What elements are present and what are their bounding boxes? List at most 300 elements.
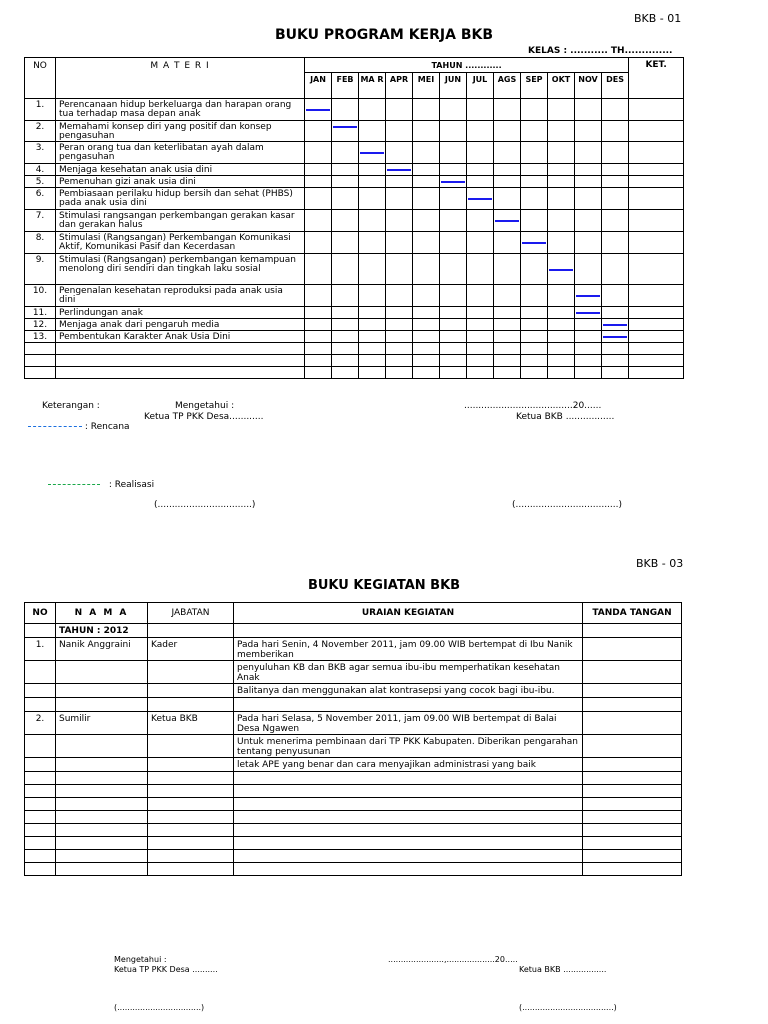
date2-line: ......................,...................20.....	[388, 955, 518, 964]
month-cell	[602, 142, 629, 164]
date-line: ......................................20......	[464, 401, 602, 411]
keterangan-label: Keterangan :	[42, 401, 100, 411]
program-row	[25, 331, 684, 343]
month-cell	[413, 188, 440, 210]
rencana-line-icon	[28, 426, 82, 427]
month-cell	[413, 254, 440, 285]
empty-row	[25, 355, 684, 367]
month-cell	[602, 210, 629, 232]
row-ket	[629, 188, 684, 210]
month-cell	[575, 99, 602, 121]
month-cell	[440, 232, 467, 254]
month-cell	[494, 307, 521, 319]
month-cell	[467, 176, 494, 188]
kegiatan-row	[25, 638, 682, 661]
month-cell	[386, 307, 413, 319]
month-cell	[602, 307, 629, 319]
plan-bar	[549, 269, 573, 271]
month-header: JUL	[467, 73, 494, 99]
month-cell	[521, 142, 548, 164]
month-cell	[575, 285, 602, 307]
month-cell	[575, 188, 602, 210]
program-table	[24, 57, 684, 379]
ketua-pkk2-label: Ketua TP PKK Desa ..........	[114, 965, 218, 974]
month-cell	[359, 285, 386, 307]
ketua-pkk-label: Ketua TP PKK Desa............	[144, 412, 264, 422]
empty-row	[25, 772, 682, 785]
month-cell	[440, 254, 467, 285]
row-materi: Perlindungan anak	[56, 307, 305, 319]
month-cell	[575, 164, 602, 176]
cell-jabatan: Ketua BKB	[148, 712, 234, 735]
month-header: NOV	[575, 73, 602, 99]
row-no: 7.	[25, 210, 56, 232]
month-cell	[413, 121, 440, 142]
row-ket	[629, 307, 684, 319]
row-materi: Stimulasi rangsangan perkembangan gerakan kasar dan gerakan halus	[56, 210, 305, 232]
month-cell	[521, 319, 548, 331]
month-cell	[332, 307, 359, 319]
doc1-kelas: KELAS : ........... TH..............	[528, 46, 673, 56]
doc2-code: BKB - 03	[636, 557, 684, 570]
month-cell	[332, 331, 359, 343]
month-cell	[359, 121, 386, 142]
month-cell	[386, 188, 413, 210]
month-cell	[467, 121, 494, 142]
cell-nama	[56, 735, 148, 758]
month-cell	[494, 210, 521, 232]
month-cell	[467, 254, 494, 285]
row-materi: Peran orang tua dan keterlibatan ayah dalam pengasuhan	[56, 142, 305, 164]
month-cell	[386, 254, 413, 285]
doc1-code: BKB - 01	[634, 12, 682, 25]
month-header: MEI	[413, 73, 440, 99]
month-cell	[575, 307, 602, 319]
cell-uraian: Untuk menerima pembinaan dari TP PKK Kabupaten. Diberikan pengarahan tentang penyusunan	[234, 735, 583, 758]
row-materi: Pembiasaan perilaku hidup bersih dan sehat (PHBS) pada anak usia dini	[56, 188, 305, 210]
month-cell	[494, 121, 521, 142]
month-cell	[548, 99, 575, 121]
row-no: 10.	[25, 285, 56, 307]
month-cell	[494, 176, 521, 188]
month-cell	[359, 176, 386, 188]
month-cell	[602, 188, 629, 210]
month-cell	[467, 232, 494, 254]
kegiatan-row	[25, 661, 682, 684]
month-cell	[494, 142, 521, 164]
month-header: JUN	[440, 73, 467, 99]
row-materi: Menjaga kesehatan anak usia dini	[56, 164, 305, 176]
month-cell	[305, 285, 332, 307]
month-cell	[440, 307, 467, 319]
month-cell	[467, 142, 494, 164]
plan-bar	[576, 295, 600, 297]
month-cell	[548, 188, 575, 210]
month-cell	[521, 176, 548, 188]
row-no: 12.	[25, 319, 56, 331]
month-cell	[386, 99, 413, 121]
header-ttd: TANDA TANGAN	[583, 603, 682, 624]
month-cell	[332, 319, 359, 331]
sign-left: (.................................)	[154, 500, 256, 510]
month-cell	[467, 285, 494, 307]
header-nama: N A M A	[56, 603, 148, 624]
row-ket	[629, 99, 684, 121]
month-cell	[359, 188, 386, 210]
doc2-title: BUKU KEGIATAN BKB	[307, 578, 461, 593]
plan-bar	[603, 336, 627, 338]
plan-bar	[576, 312, 600, 314]
month-header: APR	[386, 73, 413, 99]
month-cell	[440, 176, 467, 188]
month-cell	[575, 210, 602, 232]
row-ket	[629, 121, 684, 142]
month-cell	[332, 176, 359, 188]
program-row	[25, 307, 684, 319]
month-cell	[467, 210, 494, 232]
header-tahun: TAHUN ............	[305, 58, 629, 73]
month-cell	[359, 232, 386, 254]
month-cell	[359, 164, 386, 176]
month-cell	[413, 99, 440, 121]
program-row	[25, 121, 684, 142]
month-cell	[494, 164, 521, 176]
month-cell	[440, 164, 467, 176]
program-row	[25, 99, 684, 121]
row-ket	[629, 142, 684, 164]
cell-jabatan	[148, 698, 234, 712]
ketua-bkb2-label: Ketua BKB .................	[519, 965, 607, 974]
month-cell	[467, 99, 494, 121]
month-cell	[602, 121, 629, 142]
cell-uraian: Pada hari Selasa, 5 November 2011, jam 09.00 WIB bertempat di Balai Desa Ngawen	[234, 712, 583, 735]
cell-no	[25, 698, 56, 712]
month-cell	[602, 331, 629, 343]
cell-jabatan	[148, 735, 234, 758]
month-cell	[386, 331, 413, 343]
cell-uraian: Balitanya dan menggunakan alat kontrasepsi yang cocok bagi ibu-ibu.	[234, 684, 583, 698]
month-cell	[440, 99, 467, 121]
month-cell	[575, 331, 602, 343]
month-cell	[602, 285, 629, 307]
month-cell	[359, 307, 386, 319]
month-cell	[386, 210, 413, 232]
month-cell	[440, 188, 467, 210]
row-no: 8.	[25, 232, 56, 254]
month-cell	[359, 254, 386, 285]
row-ket	[629, 331, 684, 343]
cell-ttd	[583, 758, 682, 772]
month-cell	[386, 285, 413, 307]
month-cell	[521, 164, 548, 176]
month-cell	[413, 307, 440, 319]
cell-ttd	[583, 698, 682, 712]
cell-jabatan	[148, 758, 234, 772]
program-row	[25, 188, 684, 210]
program-row	[25, 142, 684, 164]
month-cell	[332, 210, 359, 232]
month-cell	[413, 331, 440, 343]
month-cell	[386, 164, 413, 176]
row-no: 3.	[25, 142, 56, 164]
month-cell	[440, 210, 467, 232]
cell-ttd	[583, 712, 682, 735]
month-cell	[548, 285, 575, 307]
header-uraian: URAIAN KEGIATAN	[234, 603, 583, 624]
month-cell	[359, 142, 386, 164]
cell-no	[25, 661, 56, 684]
month-cell	[575, 254, 602, 285]
plan-bar	[522, 242, 546, 244]
mengetahui-label: Mengetahui :	[175, 401, 235, 411]
cell-no	[25, 684, 56, 698]
month-cell	[467, 188, 494, 210]
cell-jabatan	[148, 661, 234, 684]
month-cell	[602, 232, 629, 254]
program-row	[25, 164, 684, 176]
header-materi: M A T E R I	[56, 58, 305, 99]
row-materi: Pengenalan kesehatan reproduksi pada anak usia dini	[56, 285, 305, 307]
month-cell	[602, 254, 629, 285]
month-cell	[575, 232, 602, 254]
month-cell	[386, 319, 413, 331]
empty-row	[25, 367, 684, 379]
month-cell	[575, 142, 602, 164]
month-cell	[305, 164, 332, 176]
month-cell	[521, 210, 548, 232]
kegiatan-row	[25, 684, 682, 698]
empty-row	[25, 343, 684, 355]
month-cell	[332, 142, 359, 164]
program-row	[25, 232, 684, 254]
row-materi: Memahami konsep diri yang positif dan konsep pengasuhan	[56, 121, 305, 142]
month-cell	[413, 232, 440, 254]
month-cell	[359, 210, 386, 232]
month-cell	[548, 254, 575, 285]
month-cell	[494, 188, 521, 210]
cell-uraian: letak APE yang benar dan cara menyajikan administrasi yang baik	[234, 758, 583, 772]
month-cell	[548, 164, 575, 176]
row-no: 6.	[25, 188, 56, 210]
header-no: NO	[25, 58, 56, 99]
kegiatan-row	[25, 735, 682, 758]
plan-bar	[360, 152, 384, 154]
ketua-bkb-label: Ketua BKB .................	[516, 412, 615, 422]
month-cell	[521, 99, 548, 121]
month-cell	[440, 319, 467, 331]
month-cell	[602, 176, 629, 188]
sign-right: (....................................)	[512, 500, 623, 510]
kegiatan-row	[25, 758, 682, 772]
empty-row	[25, 850, 682, 863]
kegiatan-row	[25, 712, 682, 735]
month-cell	[305, 176, 332, 188]
cell-uraian: Pada hari Senin, 4 November 2011, jam 09.00 WIB bertempat di Ibu Nanik memberikan	[234, 638, 583, 661]
row-materi: Stimulasi (Rangsangan) perkembangan kemampuan menolong diri sendiri dan tingkah laku sosial	[56, 254, 305, 285]
month-cell	[413, 210, 440, 232]
empty-row	[25, 837, 682, 850]
month-cell	[413, 142, 440, 164]
program-row	[25, 254, 684, 285]
row-materi: Menjaga anak dari pengaruh media	[56, 319, 305, 331]
month-cell	[332, 232, 359, 254]
month-cell	[413, 164, 440, 176]
month-cell	[440, 331, 467, 343]
month-cell	[548, 210, 575, 232]
month-cell	[521, 121, 548, 142]
month-cell	[494, 254, 521, 285]
month-cell	[494, 232, 521, 254]
program-row	[25, 319, 684, 331]
month-cell	[575, 121, 602, 142]
cell-ttd	[583, 735, 682, 758]
month-header: FEB	[332, 73, 359, 99]
month-cell	[440, 285, 467, 307]
cell-nama	[56, 684, 148, 698]
cell-jabatan	[148, 684, 234, 698]
month-cell	[521, 307, 548, 319]
month-cell	[602, 319, 629, 331]
cell-nama	[56, 661, 148, 684]
month-cell	[548, 142, 575, 164]
month-cell	[521, 232, 548, 254]
month-cell	[494, 99, 521, 121]
plan-bar	[468, 198, 492, 200]
month-cell	[359, 331, 386, 343]
month-header: OKT	[548, 73, 575, 99]
header-jabatan: JABATAN	[148, 603, 234, 624]
cell-nama	[56, 758, 148, 772]
month-cell	[359, 319, 386, 331]
month-cell	[467, 307, 494, 319]
month-cell	[359, 99, 386, 121]
month-cell	[386, 121, 413, 142]
row-ket	[629, 319, 684, 331]
empty-row	[25, 824, 682, 837]
program-row	[25, 210, 684, 232]
month-cell	[494, 331, 521, 343]
tahun-label: TAHUN : 2012	[56, 624, 148, 638]
empty-row	[25, 811, 682, 824]
sign2-right: (....................................)	[519, 1003, 617, 1012]
month-cell	[305, 188, 332, 210]
kegiatan-table	[24, 602, 682, 876]
cell-no	[25, 735, 56, 758]
month-cell	[575, 319, 602, 331]
month-cell	[332, 188, 359, 210]
month-cell	[386, 176, 413, 188]
month-cell	[548, 307, 575, 319]
cell-ttd	[583, 638, 682, 661]
month-cell	[548, 331, 575, 343]
doc1-title: BUKU PROGRAM KERJA BKB	[274, 27, 494, 43]
month-cell	[305, 232, 332, 254]
month-cell	[305, 319, 332, 331]
legend-rencana: : Rencana	[28, 422, 130, 432]
row-materi: Pemenuhan gizi anak usia dini	[56, 176, 305, 188]
row-ket	[629, 232, 684, 254]
program-row	[25, 176, 684, 188]
cell-uraian	[234, 698, 583, 712]
month-cell	[548, 121, 575, 142]
plan-bar	[603, 324, 627, 326]
month-cell	[548, 232, 575, 254]
month-cell	[521, 331, 548, 343]
program-row	[25, 285, 684, 307]
month-header: AGS	[494, 73, 521, 99]
month-cell	[386, 142, 413, 164]
cell-no: 1.	[25, 638, 56, 661]
month-cell	[575, 176, 602, 188]
month-cell	[305, 142, 332, 164]
row-ket	[629, 164, 684, 176]
month-cell	[521, 254, 548, 285]
month-cell	[332, 99, 359, 121]
cell-uraian: penyuluhan KB dan BKB agar semua ibu-ibu memperhatikan kesehatan Anak	[234, 661, 583, 684]
month-header: DES	[602, 73, 629, 99]
header-no2: NO	[25, 603, 56, 624]
cell-nama: Nanik Anggraini	[56, 638, 148, 661]
month-cell	[413, 319, 440, 331]
empty-row	[25, 863, 682, 876]
month-cell	[467, 319, 494, 331]
plan-bar	[306, 109, 330, 111]
month-cell	[548, 176, 575, 188]
plan-bar	[333, 126, 357, 128]
row-no: 13.	[25, 331, 56, 343]
row-no: 5.	[25, 176, 56, 188]
cell-no	[25, 758, 56, 772]
plan-bar	[387, 169, 411, 171]
row-materi: Stimulasi (Rangsangan) Perkembangan Komunikasi Aktif, Komunikasi Pasif dan Kecerdasan	[56, 232, 305, 254]
sign2-left: (.................................)	[114, 1003, 205, 1012]
row-no: 9.	[25, 254, 56, 285]
month-cell	[305, 121, 332, 142]
row-ket	[629, 210, 684, 232]
row-ket	[629, 254, 684, 285]
month-cell	[305, 210, 332, 232]
legend-realisasi: : Realisasi	[48, 480, 154, 490]
month-header: SEP	[521, 73, 548, 99]
row-no: 2.	[25, 121, 56, 142]
month-cell	[602, 99, 629, 121]
kegiatan-row	[25, 698, 682, 712]
month-cell	[467, 164, 494, 176]
plan-bar	[495, 220, 519, 222]
month-cell	[413, 285, 440, 307]
month-cell	[602, 164, 629, 176]
month-cell	[521, 188, 548, 210]
month-cell	[413, 176, 440, 188]
row-no: 1.	[25, 99, 56, 121]
month-cell	[386, 232, 413, 254]
cell-ttd	[583, 684, 682, 698]
month-cell	[494, 319, 521, 331]
month-cell	[305, 254, 332, 285]
month-cell	[305, 99, 332, 121]
cell-nama: Sumilir	[56, 712, 148, 735]
plan-bar	[441, 181, 465, 183]
cell-no: 2.	[25, 712, 56, 735]
month-cell	[494, 285, 521, 307]
month-cell	[467, 331, 494, 343]
month-cell	[521, 285, 548, 307]
cell-ttd	[583, 661, 682, 684]
month-cell	[332, 164, 359, 176]
month-cell	[332, 285, 359, 307]
row-materi: Pembentukan Karakter Anak Usia Dini	[56, 331, 305, 343]
empty-row	[25, 785, 682, 798]
